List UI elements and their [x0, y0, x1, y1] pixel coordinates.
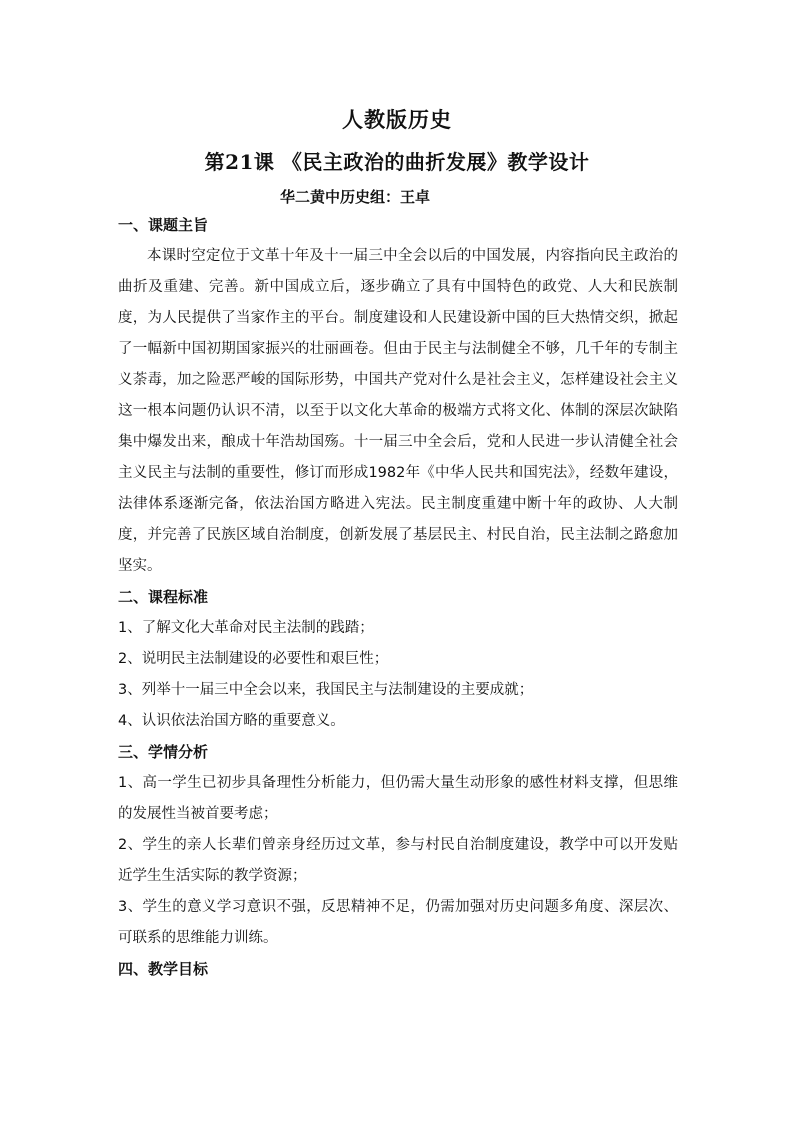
- list-item: 2、说明民主法制建设的必要性和艰巨性；: [118, 651, 389, 667]
- document-title: 人教版历史: [342, 107, 452, 132]
- section-paragraph: 本课时空定位于文革十年及十一届三中全会以后的中国发展，内容指向民主政治的曲折及重建、完善。新中国成立后，逐步确立了具有中国特色的政党、人大和民族制度，为人民提供了当家作主的平台。制度建设和人民建设新中国的巨大热情交织，掀起了一幅新中国初期国家振兴的壮丽画卷。但由于民主与法制健全不够，几千年的专制主义荼毒，加之险恶严峻的国际形势，中国共产党对什么是社会主义，怎样建设社会主义这一根本问题仍认识不清，以至于以文化大革命的极端方式将文化、体制的深层次缺陷集中爆发出来，酿成十年浩劫国殇。十一届三中全会后，党和人民进一步认清健全社会主义民主与法制的重要性，修订而形成1982年《中华人民共和国宪法》，经数年建设，法律体系逐渐完备，依法治国方略进入宪法。民主制度重建中断十年的政协、人大制度，并完善了民族区域自治制度，创新发展了基层民主、村民自治，民主法制之路愈加坚实。: [118, 248, 678, 574]
- list-item: 2、学生的亲人长辈们曾亲身经历过文革，参与村民自治制度建设，教学中可以开发贴近学生生活实际的教学资源；: [118, 837, 678, 884]
- document-body: [118, 210, 678, 985]
- author-line: 华二黄中历史组：王卓: [280, 188, 431, 206]
- list-item: 3、学生的意义学习意识不强，反思精神不足，仍需加强对历史问题多角度、深层次、可联系的思维能力训练。: [118, 899, 678, 946]
- section-heading: 三、学情分析: [118, 743, 209, 761]
- list-item: 1、了解文化大革命对民主法制的践踏；: [118, 620, 374, 636]
- section-heading: 二、课程标准: [118, 588, 209, 606]
- document-subtitle: 第21课 《民主政治的曲折发展》教学设计: [204, 150, 590, 174]
- list-item: 4、认识依法治国方略的重要意义。: [118, 713, 345, 729]
- section-heading: 四、教学目标: [118, 960, 209, 978]
- section-heading: 一、课题主旨: [118, 216, 209, 234]
- list-item: 3、列举十一届三中全会以来，我国民主与法制建设的主要成就；: [118, 682, 534, 698]
- list-item: 1、高一学生已初步具备理性分析能力，但仍需大量生动形象的感性材料支撑，但思维的发展性当被首要考虑；: [118, 775, 678, 822]
